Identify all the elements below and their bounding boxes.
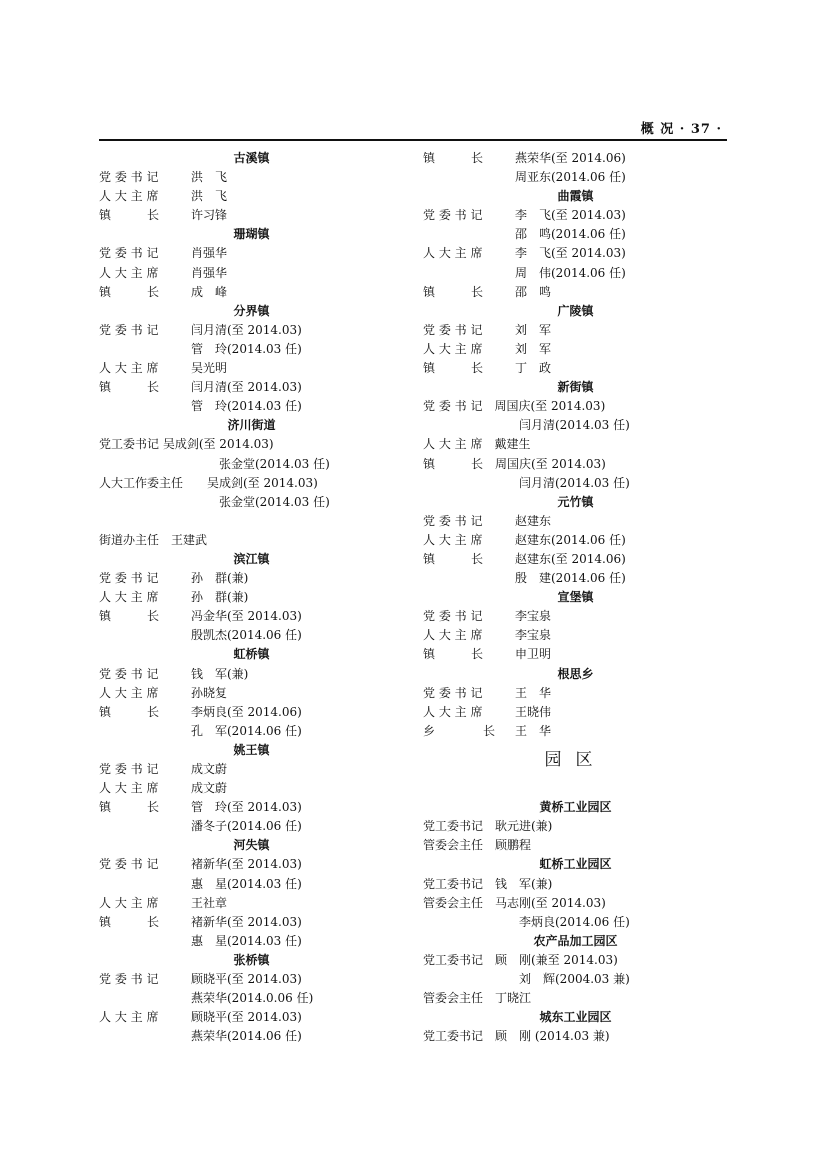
section-title: 园区 bbox=[544, 749, 607, 770]
official-name: 刘 军 bbox=[515, 322, 552, 337]
unit-heading: 农产品加工园区 bbox=[533, 933, 618, 948]
position-title: 镇 长 bbox=[99, 380, 160, 395]
unit-heading: 根思乡 bbox=[557, 666, 594, 681]
official-name: 王 华 bbox=[515, 723, 552, 738]
official-name: 李 飞(至 2014.03) bbox=[515, 246, 626, 261]
official-name: 许习锋 bbox=[191, 208, 228, 223]
official-name: 周亚东(2014.06 任) bbox=[515, 170, 626, 185]
official-entry: 闫月清(2014.03 任) bbox=[423, 475, 630, 490]
position-title: 乡 长 bbox=[423, 723, 496, 738]
position-title: 人 大 主 席 bbox=[99, 590, 159, 605]
position-title: 人 大 主 席 bbox=[99, 265, 159, 280]
official-entry bbox=[99, 932, 404, 951]
position-title: 党 委 书 记 bbox=[99, 571, 159, 586]
official-name: 刘 军 bbox=[515, 341, 552, 356]
official-entry bbox=[423, 550, 728, 569]
official-entry bbox=[99, 875, 404, 894]
header-rule bbox=[99, 139, 727, 141]
official-entry bbox=[423, 244, 728, 263]
official-entry bbox=[99, 187, 404, 206]
official-name: 王社章 bbox=[191, 895, 228, 910]
official-entry bbox=[99, 340, 404, 359]
official-name: 燕荣华(至 2014.06) bbox=[515, 151, 626, 165]
official-entry bbox=[99, 607, 404, 626]
unit-heading: 滨江镇 bbox=[233, 551, 270, 566]
official-entry bbox=[99, 760, 404, 779]
official-name: 李宝泉 bbox=[515, 609, 552, 624]
position-title: 党 委 书 记 bbox=[423, 513, 483, 528]
official-name: 殷凯杰(2014.06 任) bbox=[191, 628, 302, 643]
official-entry bbox=[423, 531, 728, 550]
official-entry bbox=[99, 913, 404, 932]
official-name: 潘冬子(2014.06 任) bbox=[191, 819, 302, 834]
official-name: 褚新华(至 2014.03) bbox=[191, 857, 302, 872]
official-entry bbox=[99, 569, 404, 588]
unit-heading: 姚王镇 bbox=[233, 742, 270, 757]
official-name: 钱 军(兼) bbox=[191, 666, 249, 681]
position-title: 党 委 书 记 bbox=[99, 857, 159, 872]
position-title: 人 大 主 席 bbox=[99, 361, 159, 376]
official-name: 燕荣华(2014.0.06 任) bbox=[191, 991, 314, 1006]
official-name: 孙 群(兼) bbox=[191, 590, 249, 605]
official-entry bbox=[99, 378, 404, 397]
position-title: 党 委 书 记 bbox=[423, 685, 483, 700]
official-entry bbox=[99, 779, 404, 798]
position-title: 人 大 主 席 bbox=[423, 246, 483, 261]
official-entry bbox=[423, 512, 728, 531]
official-entry bbox=[423, 340, 728, 359]
official-entry: 党工委书记 顾 刚 (2014.03 兼) bbox=[423, 1029, 610, 1044]
official-name: 孙晓复 bbox=[191, 685, 228, 700]
unit-heading: 张桥镇 bbox=[233, 952, 270, 967]
unit-heading: 宣堡镇 bbox=[557, 590, 594, 605]
official-entry: 党 委 书 记 周国庆(至 2014.03) bbox=[423, 399, 606, 414]
position-title: 镇 长 bbox=[99, 914, 160, 929]
official-entry bbox=[99, 359, 404, 378]
official-name: 孙 群(兼) bbox=[191, 571, 249, 586]
position-title: 镇 长 bbox=[99, 800, 160, 815]
position-title: 人 大 主 席 bbox=[99, 895, 159, 910]
official-entry bbox=[423, 168, 728, 187]
right-column bbox=[423, 149, 728, 1046]
official-entry: 党工委书记 钱 军(兼) bbox=[423, 876, 553, 891]
position-title: 党 委 书 记 bbox=[99, 762, 159, 776]
unit-heading: 珊瑚镇 bbox=[233, 227, 270, 242]
official-entry bbox=[423, 607, 728, 626]
official-entry bbox=[99, 1008, 404, 1027]
official-entry bbox=[99, 321, 404, 340]
position-title: 镇 长 bbox=[99, 284, 160, 299]
official-entry bbox=[99, 684, 404, 703]
official-name: 惠 星(2014.03 任) bbox=[191, 933, 302, 948]
official-entry bbox=[99, 397, 404, 416]
official-name: 管 玲(2014.03 任) bbox=[191, 399, 302, 414]
unit-heading: 元竹镇 bbox=[557, 494, 594, 509]
official-entry bbox=[99, 703, 404, 722]
unit-heading: 分界镇 bbox=[233, 303, 270, 318]
position-title: 人 大 主 席 bbox=[423, 704, 483, 719]
official-entry: 管委会主任 马志刚(至 2014.03) bbox=[423, 895, 606, 910]
position-title: 党 委 书 记 bbox=[99, 322, 159, 337]
official-entry: 闫月清(2014.03 任) bbox=[423, 418, 630, 433]
official-name: 洪 飞 bbox=[191, 189, 228, 204]
official-entry bbox=[99, 665, 404, 684]
position-title: 人 大 主 席 bbox=[99, 685, 159, 700]
position-title: 镇 长 bbox=[99, 609, 160, 624]
official-name: 邵 鸣(2014.06 任) bbox=[515, 227, 626, 242]
official-name: 闫月清(至 2014.03) bbox=[191, 380, 302, 395]
position-title: 党 委 书 记 bbox=[99, 666, 159, 681]
official-entry bbox=[99, 264, 404, 283]
position-title: 人 大 主 席 bbox=[423, 532, 483, 547]
official-entry bbox=[423, 684, 728, 703]
position-title: 党 委 书 记 bbox=[99, 972, 159, 987]
official-entry bbox=[99, 722, 404, 741]
official-entry bbox=[99, 855, 404, 874]
official-name: 洪 飞 bbox=[191, 170, 228, 185]
official-name: 赵建东(2014.06 任) bbox=[515, 532, 626, 547]
official-entry: 党工委书记 顾 刚(兼至 2014.03) bbox=[423, 952, 618, 967]
official-entry: 张金堂(2014.03 任) bbox=[99, 494, 330, 509]
official-name: 顾晓平(至 2014.03) bbox=[191, 1010, 302, 1025]
official-entry bbox=[99, 798, 404, 817]
official-name: 李炳良(至 2014.06) bbox=[191, 704, 302, 719]
page-header: 概 况 · 37 · bbox=[640, 122, 722, 137]
unit-heading: 古溪镇 bbox=[233, 151, 270, 165]
official-name: 邵 鸣 bbox=[515, 284, 552, 299]
official-entry bbox=[99, 1027, 404, 1046]
official-entry bbox=[423, 264, 728, 283]
official-entry bbox=[99, 283, 404, 302]
official-name: 赵建东(至 2014.06) bbox=[515, 551, 626, 566]
unit-heading: 广陵镇 bbox=[557, 303, 594, 318]
unit-heading: 虹桥工业园区 bbox=[539, 857, 612, 872]
position-title: 人 大 主 席 bbox=[423, 341, 483, 356]
position-title: 人 大 主 席 bbox=[99, 189, 159, 204]
official-entry bbox=[423, 645, 728, 664]
unit-heading: 黄桥工业园区 bbox=[539, 800, 612, 815]
official-entry: 李炳良(2014.06 任) bbox=[423, 914, 630, 929]
official-entry: 党工委书记 吴成剑(至 2014.03) bbox=[99, 437, 274, 452]
official-entry bbox=[99, 989, 404, 1008]
official-name: 吴光明 bbox=[191, 361, 228, 376]
official-entry: 张金堂(2014.03 任) bbox=[99, 456, 330, 471]
official-name: 闫月清(至 2014.03) bbox=[191, 322, 302, 337]
official-entry bbox=[99, 244, 404, 263]
official-entry: 管委会主任 顾鹏程 bbox=[423, 838, 532, 853]
official-entry bbox=[99, 894, 404, 913]
official-entry: 党工委书记 耿元进(兼) bbox=[423, 819, 553, 834]
official-entry bbox=[423, 149, 728, 168]
official-name: 赵建东 bbox=[515, 513, 552, 528]
official-entry: 镇 长 周国庆(至 2014.03) bbox=[423, 456, 606, 471]
unit-heading: 曲霞镇 bbox=[557, 189, 594, 204]
position-title: 人 大 主 席 bbox=[99, 1010, 159, 1025]
official-entry: 街道办主任 王建武 bbox=[99, 532, 208, 547]
spacer bbox=[99, 512, 404, 531]
left-column bbox=[99, 149, 404, 1046]
official-name: 王 华 bbox=[515, 685, 552, 700]
official-entry bbox=[423, 626, 728, 645]
official-name: 顾晓平(至 2014.03) bbox=[191, 972, 302, 987]
official-name: 管 玲(2014.03 任) bbox=[191, 341, 302, 356]
position-title: 党 委 书 记 bbox=[99, 246, 159, 261]
official-entry bbox=[423, 722, 728, 741]
unit-heading: 新街镇 bbox=[557, 380, 594, 395]
unit-heading: 虹桥镇 bbox=[233, 647, 270, 662]
official-name: 孔 军(2014.06 任) bbox=[191, 723, 302, 738]
official-name: 肖强华 bbox=[191, 265, 228, 280]
official-entry bbox=[99, 626, 404, 645]
official-entry bbox=[423, 569, 728, 588]
official-name: 肖强华 bbox=[191, 246, 228, 261]
official-name: 成文蔚 bbox=[191, 762, 228, 776]
official-name: 成文蔚 bbox=[191, 781, 228, 796]
official-entry: 人大工作委主任 吴成剑(至 2014.03) bbox=[99, 475, 318, 490]
official-name: 冯金华(至 2014.03) bbox=[191, 609, 302, 624]
official-entry: 刘 辉(2004.03 兼) bbox=[423, 972, 630, 987]
position-title: 镇 长 bbox=[99, 208, 160, 223]
position-title: 镇 长 bbox=[423, 647, 484, 662]
spacer bbox=[423, 779, 728, 798]
official-entry bbox=[423, 225, 728, 244]
official-name: 李宝泉 bbox=[515, 628, 552, 643]
official-entry bbox=[423, 283, 728, 302]
official-name: 成 峰 bbox=[191, 284, 228, 299]
official-name: 燕荣华(2014.06 任) bbox=[191, 1029, 302, 1044]
official-name: 丁 政 bbox=[515, 361, 552, 376]
official-name: 褚新华(至 2014.03) bbox=[191, 914, 302, 929]
position-title: 党 委 书 记 bbox=[99, 170, 159, 185]
unit-heading: 济川街道 bbox=[227, 418, 276, 433]
position-title: 镇 长 bbox=[423, 151, 484, 165]
position-title: 人 大 主 席 bbox=[99, 781, 159, 796]
official-entry bbox=[423, 321, 728, 340]
official-entry bbox=[99, 168, 404, 187]
position-title: 镇 长 bbox=[423, 361, 484, 376]
official-name: 惠 星(2014.03 任) bbox=[191, 876, 302, 891]
official-entry: 管委会主任 丁晓江 bbox=[423, 991, 532, 1006]
unit-heading: 城东工业园区 bbox=[539, 1010, 612, 1025]
official-name: 殷 建(2014.06 任) bbox=[515, 571, 626, 586]
official-entry bbox=[423, 206, 728, 225]
official-name: 申卫明 bbox=[515, 647, 552, 662]
position-title: 镇 长 bbox=[99, 704, 160, 719]
official-entry: 人 大 主 席 戴建生 bbox=[423, 437, 531, 452]
official-entry bbox=[99, 817, 404, 836]
official-name: 周 伟(2014.06 任) bbox=[515, 265, 626, 280]
official-name: 王晓伟 bbox=[515, 704, 552, 719]
official-entry bbox=[423, 359, 728, 378]
position-title: 镇 长 bbox=[423, 551, 484, 566]
position-title: 人 大 主 席 bbox=[423, 628, 483, 643]
official-entry bbox=[99, 206, 404, 225]
unit-heading: 河失镇 bbox=[233, 838, 270, 853]
position-title: 党 委 书 记 bbox=[423, 322, 483, 337]
official-name: 管 玲(至 2014.03) bbox=[191, 800, 302, 815]
official-entry bbox=[99, 588, 404, 607]
position-title: 党 委 书 记 bbox=[423, 208, 483, 223]
position-title: 镇 长 bbox=[423, 284, 484, 299]
position-title: 党 委 书 记 bbox=[423, 609, 483, 624]
official-entry bbox=[99, 970, 404, 989]
official-entry bbox=[423, 703, 728, 722]
official-name: 李 飞(至 2014.03) bbox=[515, 208, 626, 223]
